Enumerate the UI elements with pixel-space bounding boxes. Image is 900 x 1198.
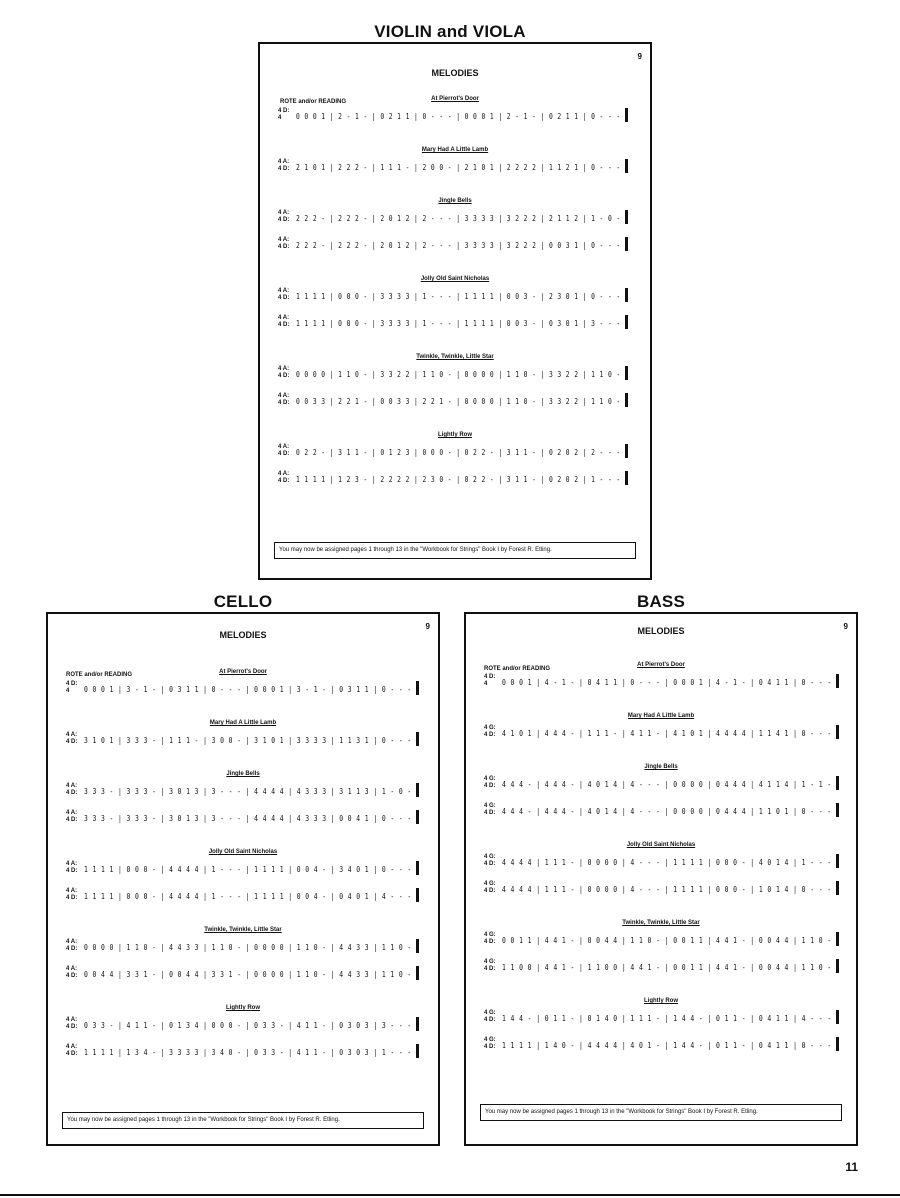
song-block — [466, 842, 856, 894]
notation-row — [66, 1044, 438, 1060]
cello-melodies-heading: MELODIES — [219, 630, 267, 640]
note-sequence: 0 0 0 1 | 4 - 1 - | 0 4 1 1 | 0 - - - | 0 0 0 1 | 4 - 1 - | 0 4 1 1 | 0 - - - — [502, 678, 832, 687]
notation-row — [484, 674, 856, 690]
final-barline — [836, 932, 839, 946]
final-barline — [625, 393, 628, 407]
note-sequence: 0 3 3 - | 4 1 1 - | 0 1 3 4 | 0 0 0 - | 0 3 3 - | 4 1 1 - | 0 3 0 3 | 3 - - - — [84, 1021, 412, 1030]
note-sequence: 1 1 1 1 | 1 2 3 - | 2 2 2 2 | 2 3 0 - | 0 2 2 - | 3 1 1 - | 0 2 0 2 | 1 - - - — [296, 475, 621, 484]
notation-row — [278, 366, 650, 382]
note-sequence: 4 4 4 - | 4 4 4 - | 4 0 1 4 | 4 - - - | 0 0 0 0 | 0 4 4 4 | 1 1 0 1 | 0 - - - — [502, 807, 832, 816]
final-barline — [836, 854, 839, 868]
song-title: Mary Had A Little Lamb — [627, 713, 695, 719]
time-signature-label: 4 A: 4 D: — [278, 444, 290, 457]
time-signature-label: 4 D: 4 — [484, 674, 496, 687]
song-title: At Pierrot's Door — [219, 669, 267, 675]
song-block — [260, 147, 650, 172]
song-title: Twinkle, Twinkle, Little Star — [622, 920, 700, 926]
note-sequence: 0 0 3 3 | 2 2 1 - | 0 0 3 3 | 2 2 1 - | 0 0 0 0 | 1 1 0 - | 3 3 2 2 | 1 1 0 - — [296, 397, 621, 406]
final-barline — [416, 810, 419, 824]
song-block — [48, 771, 438, 823]
note-sequence: 1 1 1 1 | 1 4 0 - | 4 4 4 4 | 4 0 1 - | 1 4 4 - | 0 1 1 - | 0 4 1 1 | 0 - - - — [502, 1041, 832, 1050]
bass-page-mark: 9 — [843, 622, 848, 631]
note-sequence: 2 1 0 1 | 2 2 2 - | 1 1 1 - | 2 0 0 - | 2 1 0 1 | 2 2 2 2 | 1 1 2 1 | 0 - - - — [296, 163, 621, 172]
final-barline — [836, 776, 839, 790]
song-title: At Pierrot's Door — [637, 662, 685, 668]
time-signature-label: 4 A: 4 D: — [66, 783, 78, 796]
final-barline — [416, 732, 419, 746]
final-barline — [836, 803, 839, 817]
final-barline — [836, 959, 839, 973]
note-sequence: 1 1 1 1 | 0 0 0 - | 4 4 4 4 | 1 - - - | 1 1 1 1 | 0 0 4 - | 3 4 0 1 | 0 - - - — [84, 865, 412, 874]
note-sequence: 1 1 0 0 | 4 4 1 - | 1 1 0 0 | 4 4 1 - | 0 0 1 1 | 4 4 1 - | 0 0 4 4 | 1 1 0 - — [502, 963, 832, 972]
note-sequence: 0 0 1 1 | 4 4 1 - | 0 0 4 4 | 1 1 0 - | 0 0 1 1 | 4 4 1 - | 0 0 4 4 | 1 1 0 - — [502, 936, 832, 945]
song-title: Jingle Bells — [644, 764, 678, 770]
final-barline — [625, 471, 628, 485]
note-sequence: 1 1 1 1 | 0 0 0 - | 4 4 4 4 | 1 - - - | 1 1 1 1 | 0 0 4 - | 0 4 0 1 | 4 - - - — [84, 892, 412, 901]
time-signature-label: 4 A: 4 D: — [278, 288, 290, 301]
time-signature-label: 4 G: 4 D: — [484, 854, 496, 867]
time-signature-label: 4 A: 4 D: — [66, 861, 78, 874]
final-barline — [836, 674, 839, 688]
notation-row — [66, 861, 438, 877]
note-sequence: 0 2 2 - | 3 1 1 - | 0 1 2 3 | 0 0 0 - | 0 2 2 - | 3 1 1 - | 0 2 0 2 | 2 - - - — [296, 448, 621, 457]
time-signature-label: 4 A: 4 D: — [66, 888, 78, 901]
bass-note-box: You may now be assigned pages 1 through 13 in the "Workbook for Strings" Book I by Forest R. Etling. — [480, 1104, 842, 1121]
violin-note-box: You may now be assigned pages 1 through 13 in the "Workbook for Strings" Book I by Forest R. Etling. — [274, 542, 636, 559]
song-block — [466, 764, 856, 816]
bass-panel — [464, 612, 858, 1146]
final-barline — [416, 966, 419, 980]
time-signature-label: 4 G: 4 D: — [484, 1037, 496, 1050]
song-block — [466, 998, 856, 1050]
time-signature-label: 4 A: 4 D: — [278, 393, 290, 406]
violin-page-mark: 9 — [637, 52, 642, 61]
time-signature-label: 4 A: 4 D: — [66, 1017, 78, 1030]
time-signature-label: 4 G: 4 D: — [484, 1010, 496, 1023]
notation-row — [484, 1010, 856, 1026]
time-signature-label: 4 G: 4 D: — [484, 959, 496, 972]
note-sequence: 0 0 0 0 | 1 1 0 - | 3 3 2 2 | 1 1 0 - | 0 0 0 0 | 1 1 0 - | 3 3 2 2 | 1 1 0 - — [296, 370, 621, 379]
notation-row — [484, 725, 856, 741]
song-block — [466, 920, 856, 972]
song-title: Jingle Bells — [226, 771, 260, 777]
final-barline — [836, 881, 839, 895]
song-title: Jolly Old Saint Nicholas — [208, 849, 278, 855]
notation-row — [278, 237, 650, 253]
song-block — [48, 669, 438, 694]
time-signature-label: 4 G: 4 D: — [484, 881, 496, 894]
final-barline — [836, 725, 839, 739]
final-barline — [625, 108, 628, 122]
song-title: Twinkle, Twinkle, Little Star — [416, 354, 494, 360]
violin-panel — [258, 42, 652, 580]
time-signature-label: 4 G: 4 D: — [484, 776, 496, 789]
notation-row — [278, 288, 650, 304]
cello-page-mark: 9 — [425, 622, 430, 631]
final-barline — [416, 861, 419, 875]
final-barline — [625, 210, 628, 224]
notation-row — [278, 159, 650, 175]
final-barline — [625, 444, 628, 458]
final-barline — [416, 939, 419, 953]
note-sequence: 2 2 2 - | 2 2 2 - | 2 0 1 2 | 2 - - - | 3 3 3 3 | 3 2 2 2 | 2 1 1 2 | 1 - 0 - — [296, 214, 621, 223]
notation-row — [484, 776, 856, 792]
note-sequence: 4 1 0 1 | 4 4 4 - | 1 1 1 - | 4 1 1 - | 4 1 0 1 | 4 4 4 4 | 1 1 4 1 | 0 - - - — [502, 729, 832, 738]
song-title: Jolly Old Saint Nicholas — [420, 276, 490, 282]
final-barline — [836, 1037, 839, 1051]
notation-row — [484, 932, 856, 948]
notation-row — [278, 315, 650, 331]
note-sequence: 3 1 0 1 | 3 3 3 - | 1 1 1 - | 3 0 0 - | 3 1 0 1 | 3 3 3 3 | 1 1 3 1 | 0 - - - — [84, 736, 412, 745]
final-barline — [625, 288, 628, 302]
time-signature-label: 4 G: 4 D: — [484, 803, 496, 816]
song-title: Twinkle, Twinkle, Little Star — [204, 927, 282, 933]
cello-note-box: You may now be assigned pages 1 through 13 in the "Workbook for Strings" Book I by Forest R. Etling. — [62, 1112, 424, 1129]
note-sequence: 3 3 3 - | 3 3 3 - | 3 0 1 3 | 3 - - - | 4 4 4 4 | 4 3 3 3 | 3 1 1 3 | 1 - 0 - — [84, 787, 412, 796]
song-block — [48, 720, 438, 745]
song-block — [260, 198, 650, 250]
notation-row — [66, 810, 438, 826]
page-number: 11 — [845, 1160, 858, 1174]
notation-row — [484, 881, 856, 897]
cello-panel — [46, 612, 440, 1146]
time-signature-label: 4 A: 4 D: — [66, 939, 78, 952]
final-barline — [416, 888, 419, 902]
note-sequence: 0 0 0 1 | 3 - 1 - | 0 3 1 1 | 0 - - - | 0 0 0 1 | 3 - 1 - | 0 3 1 1 | 0 - - - — [84, 685, 412, 694]
song-title: Lightly Row — [438, 432, 472, 438]
note-sequence: 4 4 4 - | 4 4 4 - | 4 0 1 4 | 4 - - - | 0 0 0 0 | 0 4 4 4 | 4 1 1 4 | 1 - 1 - — [502, 780, 832, 789]
time-signature-label: 4 A: 4 D: — [278, 471, 290, 484]
song-block — [466, 713, 856, 738]
notation-row — [66, 966, 438, 982]
notation-row — [278, 210, 650, 226]
notation-row — [278, 444, 650, 460]
time-signature-label: 4 A: 4 D: — [66, 810, 78, 823]
note-sequence: 4 4 4 4 | 1 1 1 - | 0 0 0 0 | 4 - - - | 1 1 1 1 | 0 0 0 - | 4 0 1 4 | 1 - - - — [502, 858, 832, 867]
notation-row — [278, 471, 650, 487]
notation-row — [484, 1037, 856, 1053]
song-title: Jingle Bells — [438, 198, 472, 204]
bass-melodies-heading: MELODIES — [637, 626, 685, 636]
notation-row — [484, 959, 856, 975]
bass-heading: BASS — [636, 592, 686, 611]
bottom-rule — [0, 1194, 900, 1196]
time-signature-label: 4 A: 4 D: — [278, 237, 290, 250]
song-block — [260, 354, 650, 406]
cello-heading: CELLO — [213, 592, 273, 611]
time-signature-label: 4 A: 4 D: — [66, 966, 78, 979]
song-title: Lightly Row — [644, 998, 678, 1004]
bass-rote-label: ROTE and/or READING — [484, 666, 551, 672]
final-barline — [625, 366, 628, 380]
notation-row — [66, 681, 438, 697]
time-signature-label: 4 A: 4 D: — [278, 159, 290, 172]
song-title: Lightly Row — [226, 1005, 260, 1011]
time-signature-label: 4 D: 4 — [278, 108, 290, 121]
song-title: Mary Had A Little Lamb — [209, 720, 277, 726]
note-sequence: 1 4 4 - | 0 1 1 - | 0 1 4 0 | 1 1 1 - | 1 4 4 - | 0 1 1 - | 0 4 1 1 | 4 - - - — [502, 1014, 832, 1023]
note-sequence: 0 0 0 0 | 1 1 0 - | 4 4 3 3 | 1 1 0 - | 0 0 0 0 | 1 1 0 - | 4 4 3 3 | 1 1 0 - — [84, 943, 412, 952]
final-barline — [625, 237, 628, 251]
notation-row — [66, 888, 438, 904]
cello-rote-label: ROTE and/or READING — [66, 672, 133, 678]
final-barline — [416, 783, 419, 797]
time-signature-label: 4 D: 4 — [66, 681, 78, 694]
notation-row — [66, 1017, 438, 1033]
final-barline — [416, 1044, 419, 1058]
final-barline — [625, 315, 628, 329]
time-signature-label: 4 A: 4 D: — [278, 210, 290, 223]
time-signature-label: 4 G: 4 D: — [484, 725, 496, 738]
song-block — [48, 1005, 438, 1057]
note-sequence: 1 1 1 1 | 0 0 0 - | 3 3 3 3 | 1 - - - | 1 1 1 1 | 0 0 3 - | 2 3 0 1 | 0 - - - — [296, 292, 621, 301]
time-signature-label: 4 A: 4 D: — [278, 315, 290, 328]
note-sequence: 2 2 2 - | 2 2 2 - | 2 0 1 2 | 2 - - - | 3 3 3 3 | 3 2 2 2 | 0 0 3 1 | 0 - - - — [296, 241, 621, 250]
notation-row — [66, 939, 438, 955]
final-barline — [416, 681, 419, 695]
song-block — [260, 276, 650, 328]
violin-melodies-heading: MELODIES — [431, 68, 479, 78]
song-title: Jolly Old Saint Nicholas — [626, 842, 696, 848]
song-block — [48, 927, 438, 979]
final-barline — [625, 159, 628, 173]
notation-row — [484, 854, 856, 870]
note-sequence: 1 1 1 1 | 1 3 4 - | 3 3 3 3 | 3 4 0 - | 0 3 3 - | 4 1 1 - | 0 3 0 3 | 1 - - - — [84, 1048, 412, 1057]
violin-heading: VIOLIN and VIOLA — [374, 22, 526, 41]
song-title: At Pierrot's Door — [431, 96, 479, 102]
time-signature-label: 4 A: 4 D: — [66, 1044, 78, 1057]
time-signature-label: 4 A: 4 D: — [66, 732, 78, 745]
time-signature-label: 4 G: 4 D: — [484, 932, 496, 945]
violin-rote-label: ROTE and/or READING — [280, 99, 347, 105]
notation-row — [66, 732, 438, 748]
notation-row — [484, 803, 856, 819]
song-block — [260, 432, 650, 484]
time-signature-label: 4 A: 4 D: — [278, 366, 290, 379]
note-sequence: 1 1 1 1 | 0 0 0 - | 3 3 3 3 | 1 - - - | 1 1 1 1 | 0 0 3 - | 0 3 0 1 | 3 - - - — [296, 319, 621, 328]
final-barline — [836, 1010, 839, 1024]
note-sequence: 0 0 4 4 | 3 3 1 - | 0 0 4 4 | 3 3 1 - | 0 0 0 0 | 1 1 0 - | 4 4 3 3 | 1 1 0 - — [84, 970, 412, 979]
notation-row — [278, 393, 650, 409]
final-barline — [416, 1017, 419, 1031]
note-sequence: 0 0 0 1 | 2 - 1 - | 0 2 1 1 | 0 - - - | 0 0 0 1 | 2 - 1 - | 0 2 1 1 | 0 - - - — [296, 112, 621, 121]
song-block — [260, 96, 650, 121]
notation-row — [278, 108, 650, 124]
note-sequence: 4 4 4 4 | 1 1 1 - | 0 0 0 0 | 4 - - - | 1 1 1 1 | 0 0 0 - | 1 0 1 4 | 0 - - - — [502, 885, 832, 894]
notation-row — [66, 783, 438, 799]
song-block — [48, 849, 438, 901]
note-sequence: 3 3 3 - | 3 3 3 - | 3 0 1 3 | 3 - - - | 4 4 4 4 | 4 3 3 3 | 0 0 4 1 | 0 - - - — [84, 814, 412, 823]
song-title: Mary Had A Little Lamb — [421, 147, 489, 153]
